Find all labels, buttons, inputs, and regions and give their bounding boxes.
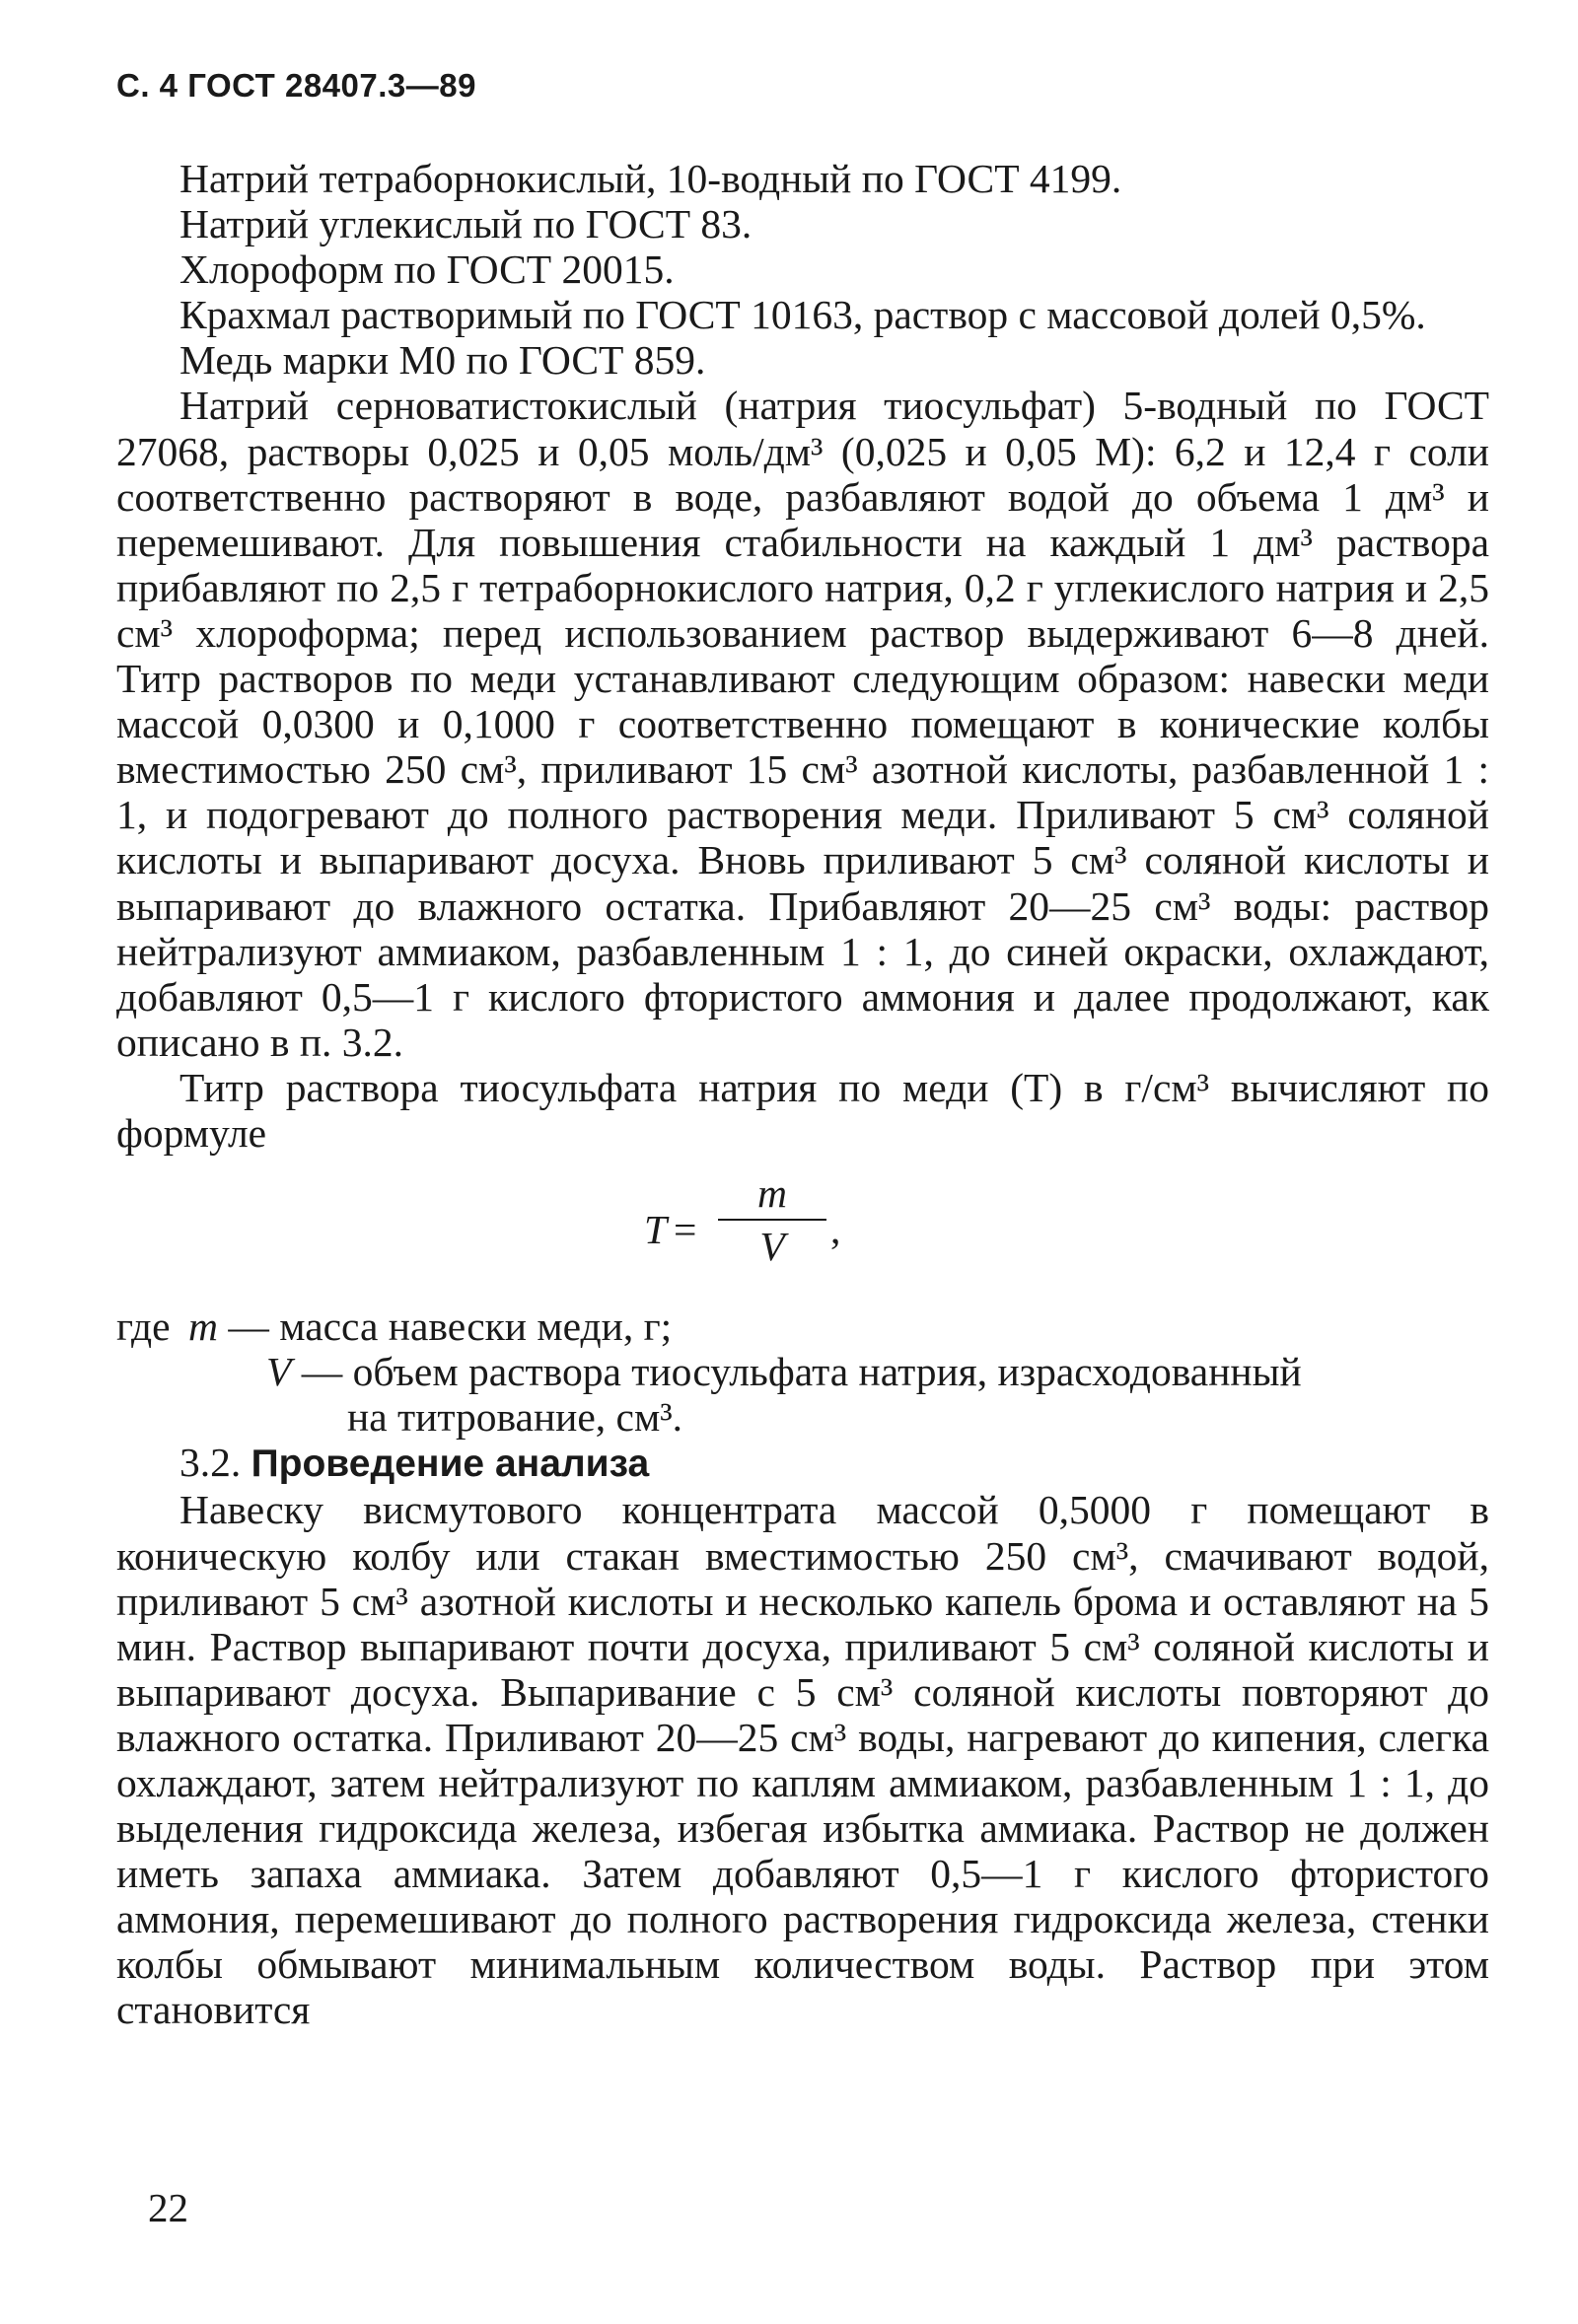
section-number: 3.2. bbox=[179, 1440, 242, 1486]
fraction-bar bbox=[718, 1219, 826, 1221]
paragraph-copper: Медь марки М0 по ГОСТ 859. bbox=[179, 337, 706, 384]
paragraph-titre-intro: Титр раствора тиосульфата натрия по меди (T) в г/см³ вычисляют по формуле bbox=[116, 1064, 1489, 1156]
page-header: С. 4 ГОСТ 28407.3—89 bbox=[116, 67, 476, 104]
paragraph-thiosulfate: Натрий серноватистокислый (натрия тиосульфат) 5-водный по ГОСТ 27068, растворы 0,025 и 0,05 моль/дм³ (0,025 и 0,05 М): 6,2 и 12,4 г соли соответственно растворяют в воде, разбавляют водой до объема 1 дм³ и перемешивают. Для повышения стабильности на каждый 1 дм³ раствора прибавляют по 2,5 г тетраборнокислого натрия, 0,2 г углекислого натрия и 2,5 см³ хлороформа; перед использованием раствор выдерживают 6—8 дней. Титр растворов по меди устанавливают следующим образом: навески меди массой 0,0300 и 0,1000 г соответственно помещают в конические колбы вместимостью 250 см³, приливают 15 см³ азотной кислоты, разбавленной 1 : 1, и подогревают до полного растворения меди. Приливают 5 см³ соляной кислоты и выпаривают досуха. Вновь приливают 5 см³ соляной кислоты и выпаривают до влажного остатка. Прибавляют 20—25 см³ воды: раствор нейтрализуют аммиаком, разбавленным 1 : 1, до синей окраски, охлаждают, добавляют 0,5—1 г кислого фтористого аммония и далее продолжают, как описано в п. 3.2. bbox=[116, 383, 1489, 1065]
formula-denominator: V bbox=[759, 1224, 785, 1270]
paragraph-starch: Крахмал растворимый по ГОСТ 10163, раствор с массовой долей 0,5%. bbox=[179, 292, 1426, 338]
symbol-m: m bbox=[188, 1303, 218, 1350]
titre-formula bbox=[116, 1156, 1489, 1303]
formula-equals: = bbox=[674, 1207, 697, 1253]
formula-lhs: T bbox=[644, 1207, 668, 1253]
formula-numerator: m bbox=[757, 1170, 787, 1217]
paragraph-sodium-carbonate: Натрий углекислый по ГОСТ 83. bbox=[179, 201, 753, 247]
page-number: 22 bbox=[148, 2185, 188, 2230]
where-definition-m bbox=[116, 1303, 1489, 1349]
definition-m: — масса навески меди, г; bbox=[217, 1303, 673, 1350]
paragraph-sodium-tetraborate: Натрий тетраборнокислый, 10-водный по ГОСТ 4199. bbox=[179, 156, 1122, 201]
definition-v-line1: — объем раствора тиосульфата натрия, израсходованный bbox=[291, 1349, 1302, 1395]
paragraph-analysis: Навеску висмутового концентрата массой 0,5000 г помещают в коническую колбу или стакан вместимостью 250 см³, смачивают водой, приливают 5 см³ азотной кислоты и несколько капель брома и оставляют на 5 мин. Раствор выпаривают почти досуха, приливают 5 см³ соляной кислоты и выпаривают досуха. Выпаривание с 5 см³ соляной кислоты повторяют до влажного остатка. Приливают 20—25 см³ воды, нагревают до кипения, слегка охлаждают, затем нейтрализуют по каплям аммиаком, разбавленным 1 : 1, до выделения гидроксида железа, избегая избытка аммиака. Раствор не должен иметь запаха аммиака. Затем добавляют 0,5—1 г кислого фтористого аммония, перемешивают до полного растворения гидроксида железа, стенки колбы обмывают минимальным количеством воды. Раствор при этом становится bbox=[116, 1487, 1489, 2033]
paragraph-chloroform: Хлороформ по ГОСТ 20015. bbox=[179, 246, 675, 293]
formula-trail: , bbox=[830, 1207, 841, 1253]
section-heading bbox=[116, 1440, 1489, 1487]
section-title: Проведение анализа bbox=[251, 1443, 650, 1486]
symbol-v: V bbox=[266, 1349, 292, 1395]
definition-v-line2: на титрование, см³. bbox=[347, 1394, 683, 1441]
where-lead: где bbox=[116, 1303, 171, 1350]
body-text bbox=[116, 156, 1489, 2033]
where-definition-v bbox=[116, 1349, 1489, 1440]
formula-fraction bbox=[718, 1171, 826, 1268]
